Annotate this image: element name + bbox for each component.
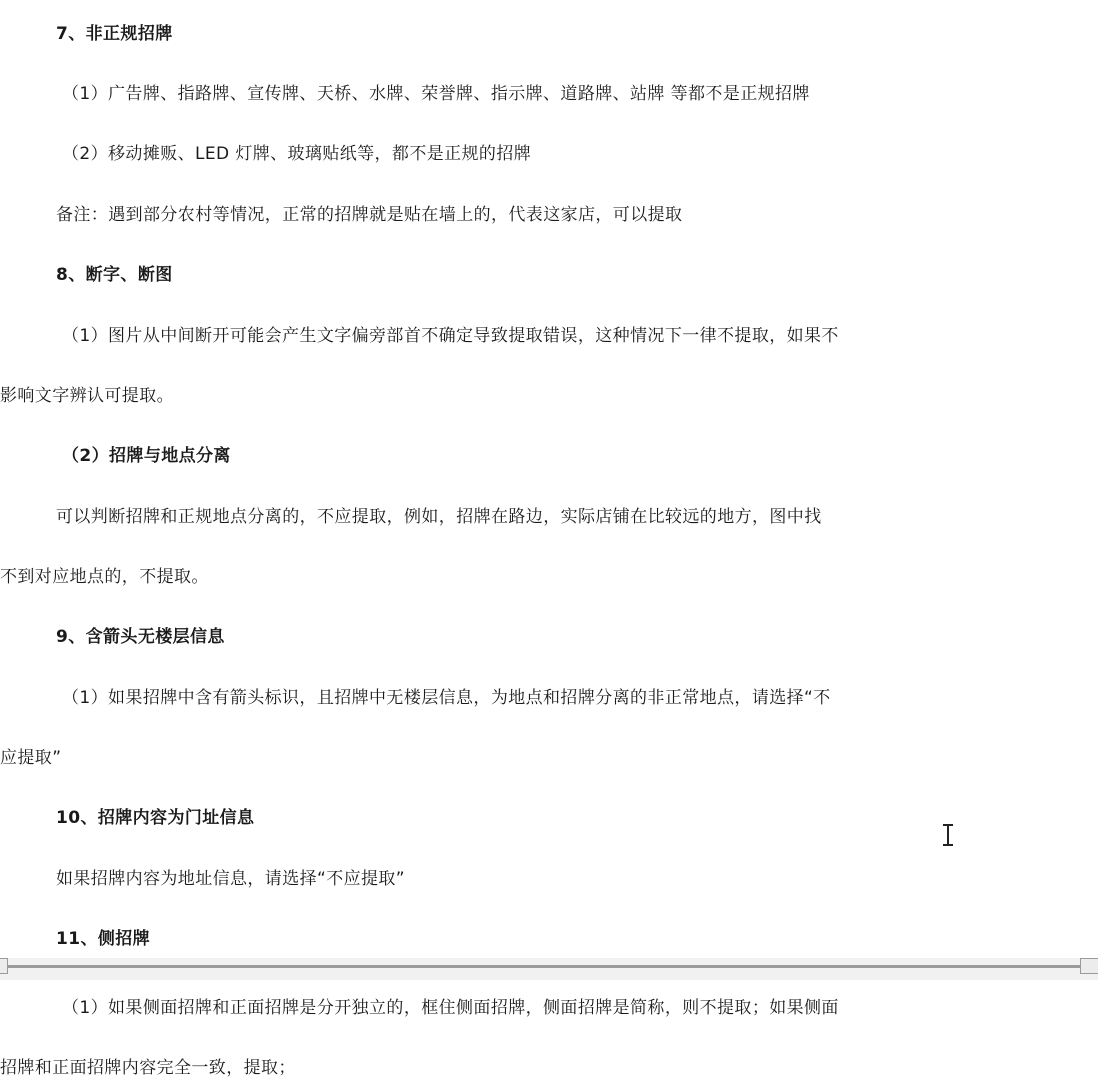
page-break-left-handle-icon[interactable]	[0, 958, 8, 974]
paragraph-8-2-line-1: 可以判断招牌和正规地点分离的，不应提取，例如，招牌在路边，实际店铺在比较远的地方，图中找	[56, 507, 822, 527]
paragraph-9-1-line-2: 应提取”	[0, 748, 62, 768]
text-cursor-icon	[942, 824, 954, 846]
heading-7: 7、非正规招牌	[56, 24, 173, 44]
page-break-right-handle-icon[interactable]	[1080, 958, 1098, 974]
paragraph-7-2: （2）移动摊贩、LED 灯牌、玻璃贴纸等，都不是正规的招牌	[62, 144, 532, 164]
note-7: 备注：遇到部分农村等情况，正常的招牌就是贴在墙上的，代表这家店，可以提取	[56, 205, 683, 225]
paragraph-8-1-line-2: 影响文字辨认可提取。	[0, 386, 174, 406]
heading-11: 11、侧招牌	[56, 929, 151, 949]
heading-8: 8、断字、断图	[56, 265, 173, 285]
heading-9: 9、含箭头无楼层信息	[56, 627, 225, 647]
paragraph-11-1-line-2: 招牌和正面招牌内容完全一致，提取；	[0, 1058, 296, 1078]
page-break-gap[interactable]	[0, 958, 1098, 980]
paragraph-9-1-line-1: （1）如果招牌中含有箭头标识，且招牌中无楼层信息，为地点和招牌分离的非正常地点，请选择“不	[62, 688, 831, 708]
paragraph-11-1-line-1: （1）如果侧面招牌和正面招牌是分开独立的，框住侧面招牌，侧面招牌是简称，则不提取；如果侧面	[62, 998, 839, 1018]
paragraph-10: 如果招牌内容为地址信息，请选择“不应提取”	[56, 869, 406, 889]
document-page-2	[0, 980, 1098, 1088]
page-break-divider	[0, 965, 1098, 968]
paragraph-7-1: （1）广告牌、指路牌、宣传牌、天桥、水牌、荣誉牌、指示牌、道路牌、站牌 等都不是正规招牌	[62, 84, 810, 104]
paragraph-8-1-line-1: （1）图片从中间断开可能会产生文字偏旁部首不确定导致提取错误，这种情况下一律不提取，如果不	[62, 326, 839, 346]
heading-8-2: （2）招牌与地点分离	[62, 446, 231, 466]
heading-10: 10、招牌内容为门址信息	[56, 808, 255, 828]
paragraph-8-2-line-2: 不到对应地点的，不提取。	[0, 567, 209, 587]
